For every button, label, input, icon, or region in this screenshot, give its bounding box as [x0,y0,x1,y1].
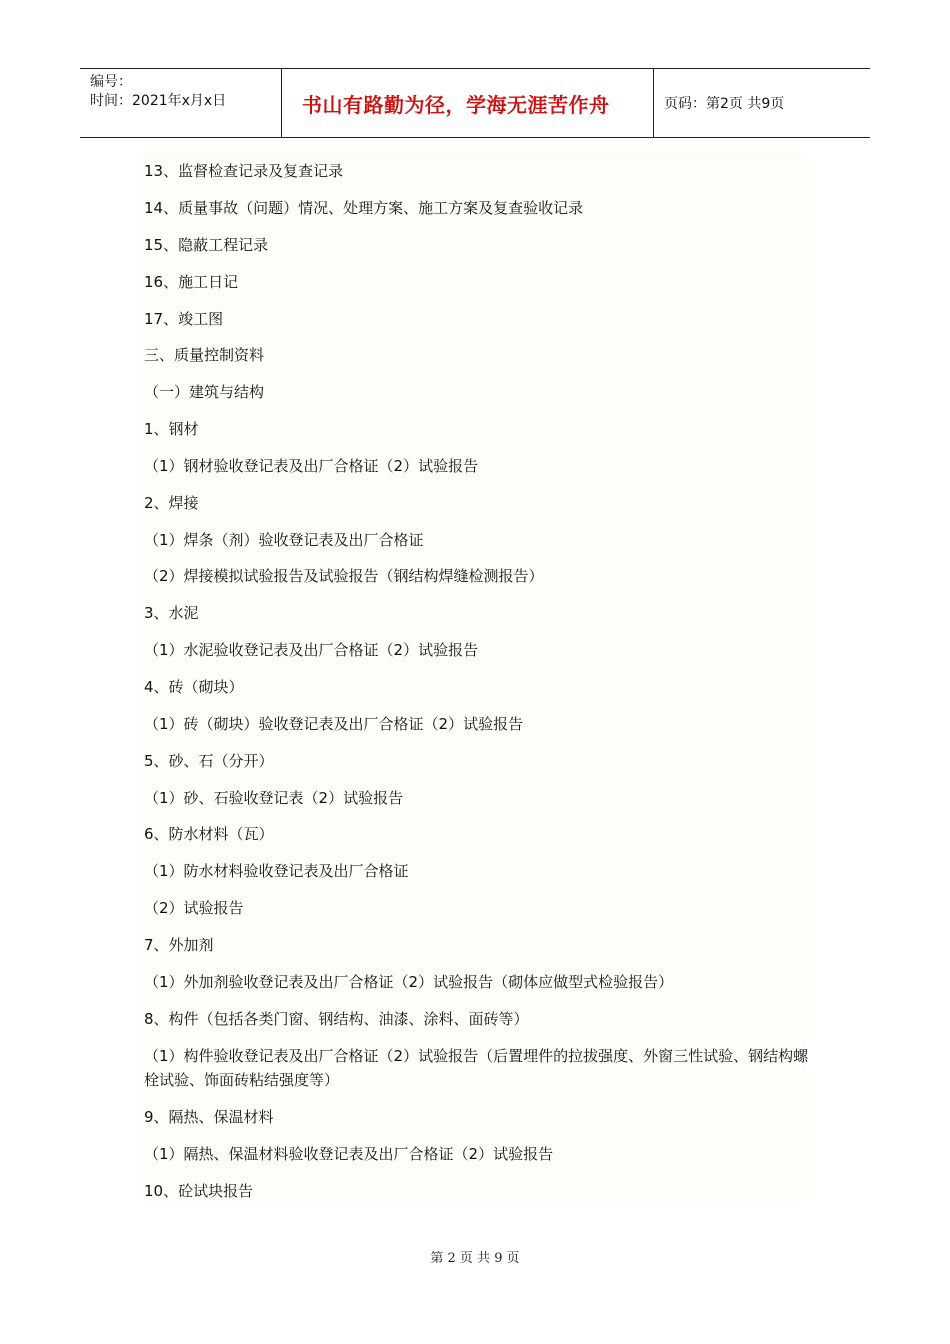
page-footer [0,1247,950,1266]
header-page-cell [654,69,870,137]
list-item: 7、外加剂 [144,936,214,954]
date-label: 时间：2021年x月x日 [90,93,227,109]
list-item: 2、焊接 [144,494,199,512]
subsection-heading: （一）建筑与结构 [144,383,265,401]
list-item: （1）砂、石验收登记表（2）试验报告 [144,789,404,807]
list-item: 13、监督检查记录及复查记录 [144,162,344,180]
list-item: （1）构件验收登记表及出厂合格证（2）试验报告（后置埋件的拉拔强度、外窗三性试验、钢结构螺栓试验、饰面砖粘结强度等） [144,1047,809,1089]
list-item: 9、隔热、保温材料 [144,1108,274,1126]
header-meta-cell [80,69,282,137]
list-item: 10、砼试块报告 [144,1182,254,1200]
list-item: 8、构件（包括各类门窗、钢结构、油漆、涂料、面砖等） [144,1010,529,1028]
serial-label: 编号： [90,74,132,90]
list-item: （2）试验报告 [144,899,244,917]
list-item: 17、竣工图 [144,310,224,328]
section-heading: 三、质量控制资料 [144,346,265,364]
list-item: 4、砖（砌块） [144,678,244,696]
list-item: （2）焊接模拟试验报告及试验报告（钢结构焊缝检测报告） [144,567,544,585]
list-item: 1、钢材 [144,420,199,438]
list-item: 6、防水材料（瓦） [144,825,274,843]
page-header [80,68,870,138]
list-item: （1）外加剂验收登记表及出厂合格证（2）试验报告（砌体应做型式检验报告） [144,973,674,991]
list-item: （1）隔热、保温材料验收登记表及出厂合格证（2）试验报告 [144,1145,554,1163]
header-page-info: 页码：第2页 共9页 [664,96,785,112]
list-item: （1）砖（砌块）验收登记表及出厂合格证（2）试验报告 [144,715,524,733]
list-item: （1）钢材验收登记表及出厂合格证（2）试验报告 [144,457,479,475]
motto-text: 书山有路勤为径，学海无涯苦作舟 [302,92,610,117]
document-body [140,153,809,1201]
list-item: （1）水泥验收登记表及出厂合格证（2）试验报告 [144,641,479,659]
list-item: 15、隐蔽工程记录 [144,236,269,254]
footer-page-number: 第 2 页 共 9 页 [430,1251,520,1266]
list-item: 16、施工日记 [144,273,239,291]
list-item: （1）焊条（剂）验收登记表及出厂合格证 [144,531,424,549]
list-item: 3、水泥 [144,604,199,622]
list-item: 14、质量事故（问题）情况、处理方案、施工方案及复查验收记录 [144,199,584,217]
list-item: （1）防水材料验收登记表及出厂合格证 [144,862,409,880]
header-motto-cell [282,69,654,137]
list-item: 5、砂、石（分开） [144,752,274,770]
